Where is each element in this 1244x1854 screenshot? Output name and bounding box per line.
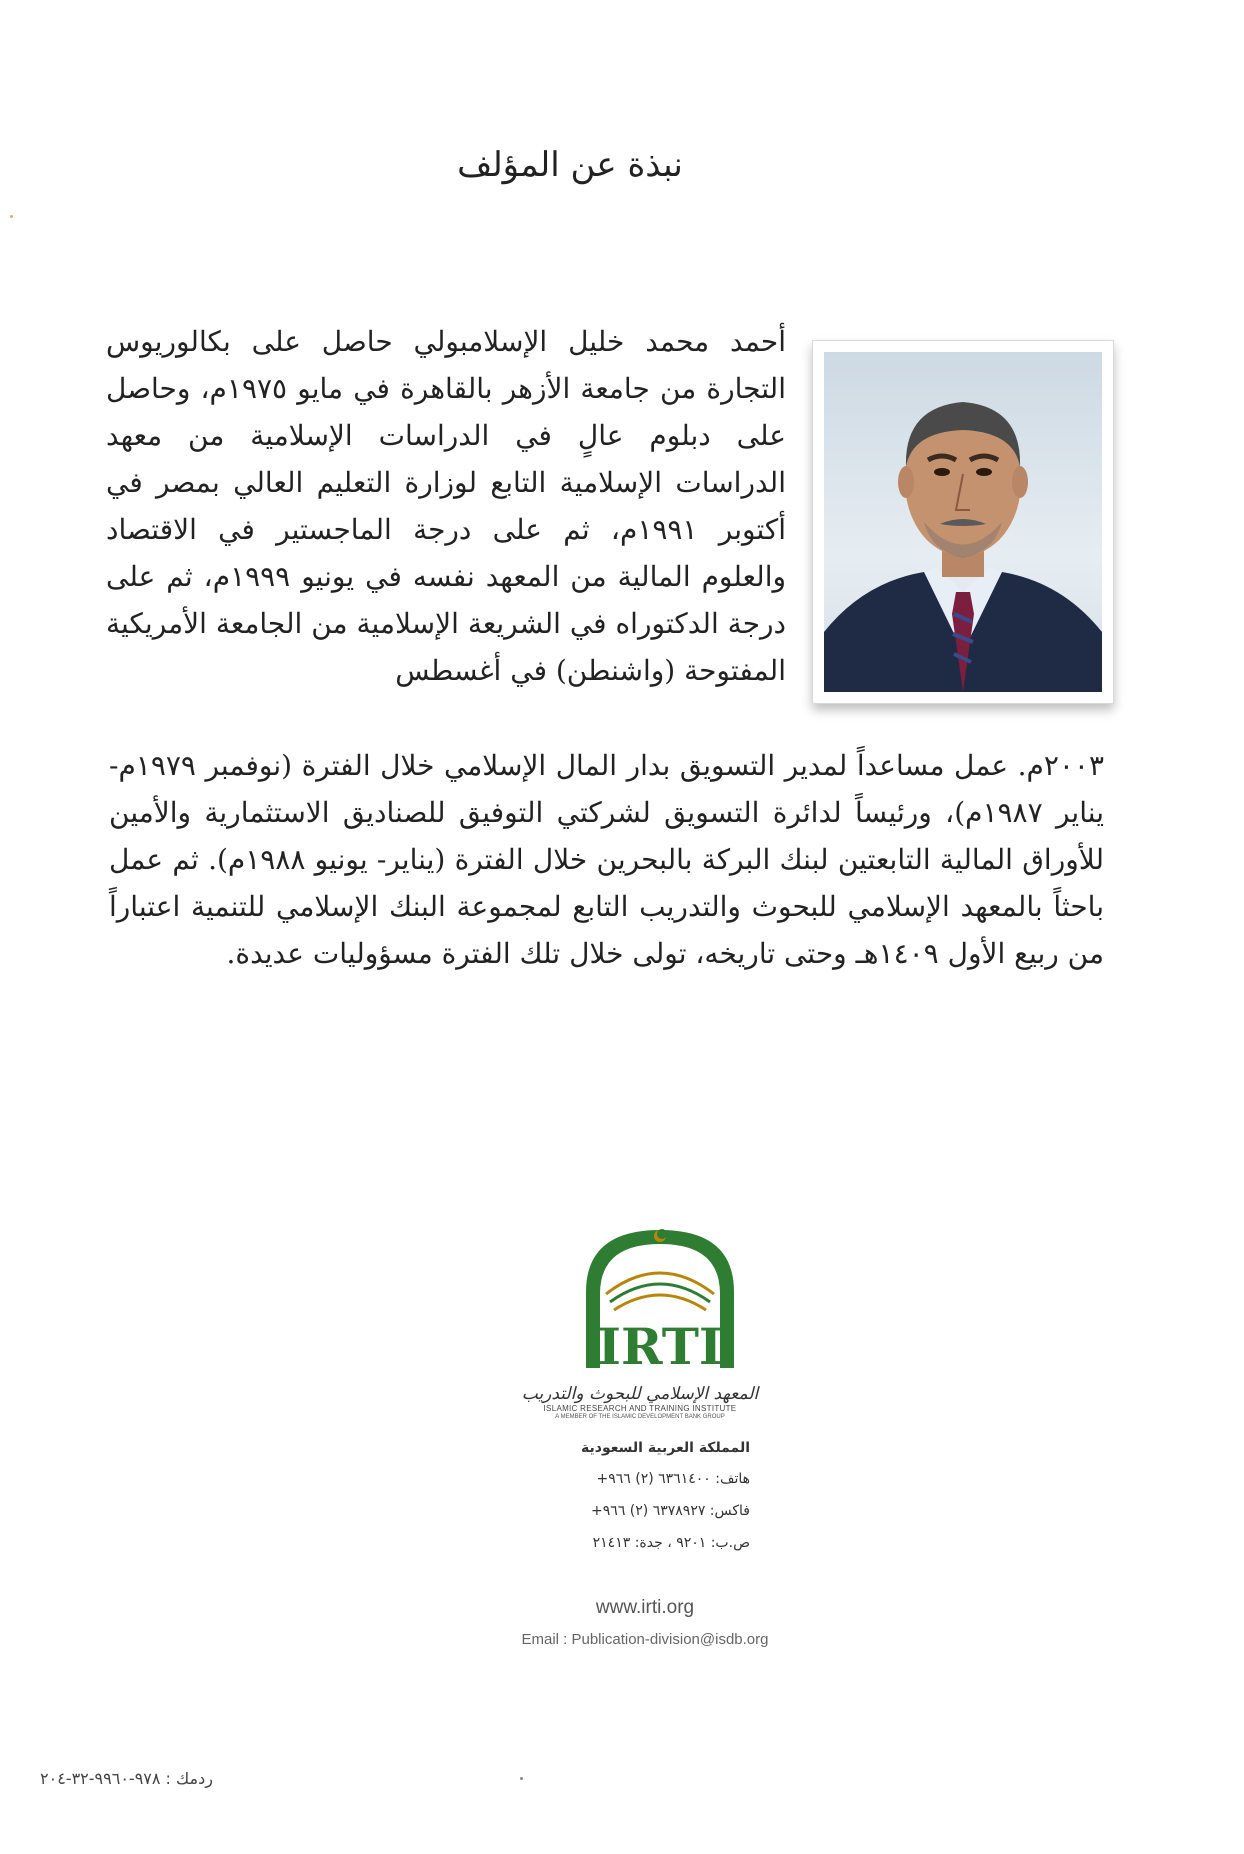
website-link[interactable]: www.irti.org — [595, 1597, 695, 1618]
bio-paragraph-continued: ٢٠٠٣م. عمل مساعداً لمدير التسويق بدار المال الإسلامي خلال الفترة (نوفمبر ١٩٧٩م- يناير ١٩٨٧م)، ورئيساً لدائرة التسويق لشركتي التوفيق للصناديق الاستثمارية والأمين للأوراق المالية التابعتين لبنك البركة بالبحرين خلال الفترة (يناير- يونيو ١٩٨٨م). ثم عمل باحثاً بالمعهد الإسلامي للبحوث والتدريب التابع لمجموعة البنك الإسلامي للتنمية اعتباراً من ربيع الأول ١٤٠٩هـ وحتى تاريخه، تولى خلال تلك الفترة مسؤوليات عديدة. — [109, 749, 1104, 970]
print-speck — [10, 215, 13, 218]
institute-name-english: ISLAMIC RESEARCH AND TRAINING INSTITUTE — [543, 1404, 737, 1413]
author-photo — [824, 352, 1102, 692]
irti-logo-icon — [576, 1222, 744, 1370]
author-photo-frame — [812, 340, 1114, 704]
contact-phone: هاتف: ٦٣٦١٤٠٠ (٢) ٩٦٦+ — [596, 1471, 750, 1487]
author-portrait-illustration — [824, 352, 1102, 692]
institute-name-arabic: المعهد الإسلامي للبحوث والتدريب — [521, 1384, 759, 1404]
irti-logo — [576, 1222, 744, 1370]
bio-paragraph-beside-photo: أحمد محمد خليل الإسلامبولي حاصل على بكالوريوس التجارة من جامعة الأزهر بالقاهرة في مايو ١٩٧٥م، وحاصل على دبلوم عالٍ في الدراسات الإسلامية من معهد الدراسات الإسلامية التابع لوزارة التعليم العالي بمصر في أكتوبر ١٩٩١م، ثم على درجة الماجستير في الاقتصاد والعلوم المالية من المعهد نفسه في يونيو ١٩٩٩م، ثم على درجة الدكتوراه في الشريعة الإسلامية من الجامعة الأمريكية المفتوحة (واشنطن) في أغسطس — [106, 325, 787, 687]
email-address[interactable]: Email : Publication-division@isdb.org — [521, 1631, 769, 1648]
print-speck — [520, 1777, 523, 1780]
contact-po-box: ص.ب: ٩٢٠١ ، جدة: ٢١٤١٣ — [592, 1535, 750, 1551]
contact-fax: فاكس: ٦٣٧٨٩٢٧ (٢) ٩٦٦+ — [591, 1503, 750, 1519]
irti-logo-letters: IRTI — [597, 1317, 723, 1370]
isbn-number: ردمك : ٩٧٨-٩٩٦٠-٣٢-٢٠٤ — [40, 1769, 213, 1788]
page-title: نبذة عن المؤلف — [457, 145, 683, 185]
institute-member-line: A MEMBER OF THE ISLAMIC DEVELOPMENT BANK GROUP — [555, 1414, 725, 1420]
contact-country: المملكة العربية السعودية — [581, 1440, 750, 1456]
